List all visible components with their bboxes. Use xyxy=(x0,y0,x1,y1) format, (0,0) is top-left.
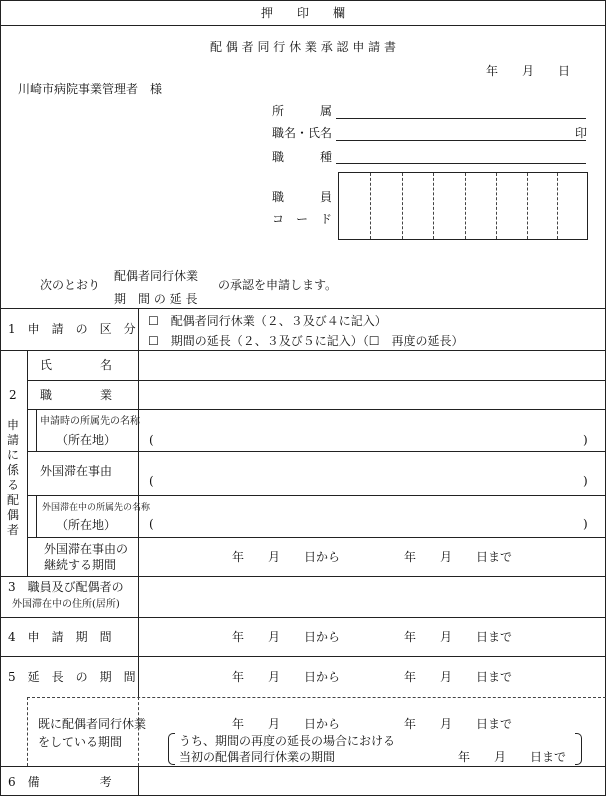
spouse-job-field[interactable] xyxy=(140,382,604,408)
col-line xyxy=(138,766,139,796)
col-line xyxy=(36,409,37,451)
section1-option-2[interactable]: ☐ 期間の延長（２、３及び５に記入）（☐ 再度の延長） xyxy=(148,334,464,348)
row-line xyxy=(0,617,606,618)
section5-label: 5 延 長 の 期 間 xyxy=(8,670,136,684)
abroad-employer-field[interactable] xyxy=(156,497,576,535)
leave-period-from[interactable]: 年 月 日から xyxy=(232,630,341,644)
paren-open: ( xyxy=(149,433,154,447)
already-period-from[interactable]: 年 月 日から xyxy=(232,717,341,731)
abroad-reason-field[interactable] xyxy=(156,453,576,493)
col-line-dashed xyxy=(138,697,139,766)
code-cell-divider xyxy=(557,173,558,239)
section3-label: 外国滞在中の住所(居所) xyxy=(12,599,120,610)
paren-close: ) xyxy=(583,517,588,531)
job-type-field[interactable] xyxy=(336,163,586,164)
code-cell-divider xyxy=(465,173,466,239)
abroad-employer-label: 外国滞在中の所属先の名称 xyxy=(42,503,151,513)
abroad-period-label: 継続する期間 xyxy=(44,558,117,572)
extension-period-to[interactable]: 年 月 日まで xyxy=(404,670,513,684)
employer-address-label: （所在地） xyxy=(56,433,117,447)
row-line xyxy=(27,451,606,452)
name-label: 職名・氏名 xyxy=(272,126,333,140)
row-line xyxy=(0,766,606,767)
section2-number: 2 xyxy=(9,388,17,402)
spouse-job-label: 職 業 xyxy=(40,388,113,402)
col-line xyxy=(138,617,139,697)
abroad-period-label: 外国滞在事由の xyxy=(44,542,129,556)
col-line xyxy=(36,495,37,537)
code-cell-divider xyxy=(496,173,497,239)
note-bracket-right xyxy=(575,733,582,765)
row-line xyxy=(27,537,606,538)
stamp-header: 押 印 欄 xyxy=(260,6,345,20)
abroad-period-from[interactable]: 年 月 日から xyxy=(232,550,341,564)
note-line: 当初の配偶者同行休業の期間 xyxy=(179,750,336,764)
affiliation-field[interactable] xyxy=(336,118,586,119)
row-line xyxy=(27,495,606,496)
extension-period-from[interactable]: 年 月 日から xyxy=(232,670,341,684)
employee-code-box[interactable] xyxy=(338,172,588,240)
name-field[interactable] xyxy=(336,140,586,141)
paren-close: ) xyxy=(583,433,588,447)
abroad-employer-address-label: （所在地） xyxy=(56,518,117,532)
date-line: 年 月 日 xyxy=(486,64,571,78)
row-line xyxy=(0,308,606,309)
divider xyxy=(0,25,606,26)
request-prefix: 次のとおり xyxy=(40,278,101,292)
section3-label: 3 職員及び配偶者の xyxy=(8,580,124,594)
form-title: 配 偶 者 同 行 休 業 承 認 申 請 書 xyxy=(210,40,396,54)
code-cell-divider xyxy=(527,173,528,239)
section2-vertical-label: 申請に係る配偶者 xyxy=(6,418,19,537)
row-line xyxy=(27,380,606,381)
col-line xyxy=(138,308,139,350)
request-suffix: の承認を申請します。 xyxy=(218,278,338,292)
employer-label: 申請時の所属先の名称 xyxy=(40,416,140,427)
section1-option-1[interactable]: ☐ 配偶者同行休業（２、３及び４に記入） xyxy=(148,314,387,328)
col-line xyxy=(27,350,28,576)
seal-mark: 印 xyxy=(575,126,588,140)
paren-close: ) xyxy=(583,474,588,488)
already-on-leave-label: をしている期間 xyxy=(38,735,123,749)
already-on-leave-label: 既に配偶者同行休業 xyxy=(38,717,147,731)
note-bracket-left xyxy=(168,733,175,765)
abroad-period-to[interactable]: 年 月 日まで xyxy=(404,550,513,564)
request-option-b[interactable]: 期 間 の 延 長 xyxy=(114,292,198,306)
row-line xyxy=(27,409,606,410)
leave-period-to[interactable]: 年 月 日まで xyxy=(404,630,513,644)
paren-open: ( xyxy=(149,474,154,488)
section4-label: 4 申 請 期 間 xyxy=(8,630,112,644)
remarks-field[interactable] xyxy=(140,768,604,794)
abroad-reason-label: 外国滞在事由 xyxy=(40,464,113,478)
section1-label: 1 申 請 の 区 分 xyxy=(8,322,136,336)
code-cell-divider xyxy=(402,173,403,239)
abroad-address-field[interactable] xyxy=(140,578,604,615)
row-line xyxy=(0,576,606,577)
col-line xyxy=(138,576,139,617)
row-line xyxy=(0,350,606,351)
col-line xyxy=(138,350,139,576)
row-line-dashed xyxy=(27,697,606,698)
original-period-to[interactable]: 年 月 日まで xyxy=(458,750,567,764)
spouse-name-label: 氏 名 xyxy=(40,358,113,372)
section6-label: 6 備 考 xyxy=(8,775,112,789)
code-label: コ ー ド xyxy=(272,212,333,226)
row-line xyxy=(0,656,606,657)
note-line: うち、期間の再度の延長の場合における xyxy=(179,734,396,748)
job-type-label: 職 種 xyxy=(272,150,333,164)
addressee: 川崎市病院事業管理者 様 xyxy=(18,82,163,96)
spouse-name-field[interactable] xyxy=(140,352,604,379)
employer-field[interactable] xyxy=(156,411,576,449)
code-cell-divider xyxy=(370,173,371,239)
request-option-a[interactable]: 配偶者同行休業 xyxy=(114,269,199,283)
affiliation-label: 所 属 xyxy=(272,104,333,118)
code-cell-divider xyxy=(433,173,434,239)
already-period-to[interactable]: 年 月 日まで xyxy=(404,717,513,731)
paren-open: ( xyxy=(149,517,154,531)
code-label: 職 員 xyxy=(272,190,333,204)
col-line-dashed xyxy=(27,697,28,766)
